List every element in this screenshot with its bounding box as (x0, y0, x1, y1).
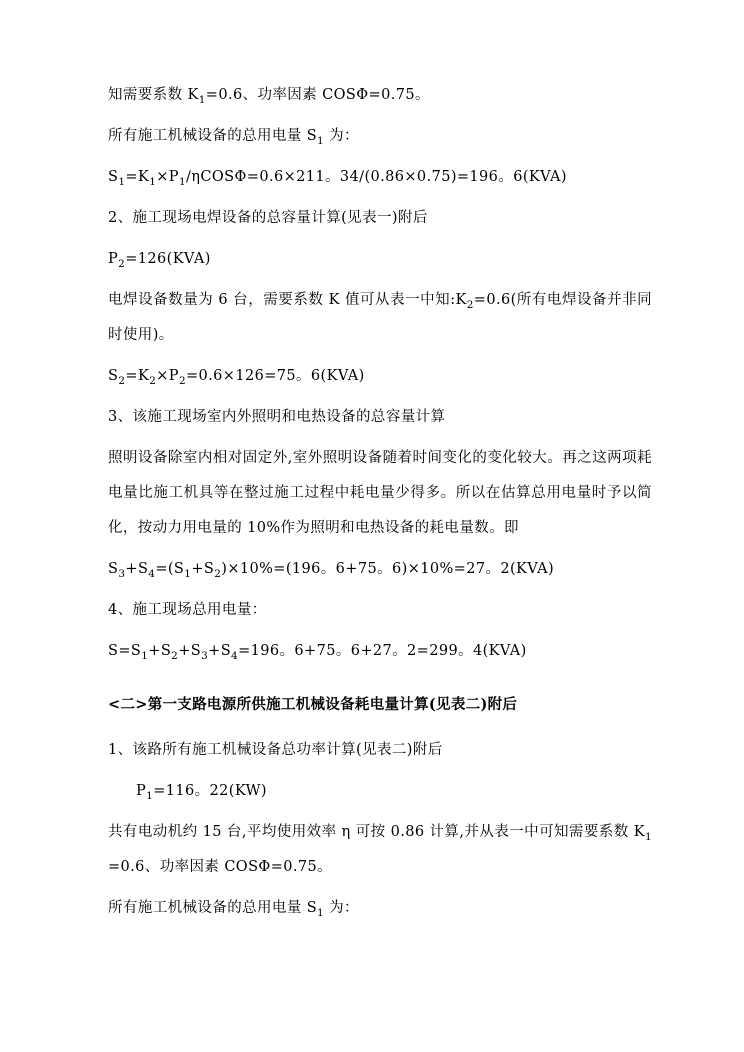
paragraph-item-3-lighting-heating: 3、该施工现场室内外照明和电热设备的总容量计算 (108, 409, 446, 425)
formula-total-s: $S=S_1+S_2+S_3+S_4=196$。6+75。6+27。2=299。4(KVA) (108, 643, 527, 662)
formula-s2: $S_2=K_2\times P_2=0.6\times 126=75$。6(KVA) (108, 368, 365, 387)
paragraph-branch-total-power-calc: 1、该路所有施工机械设备总功率计算(见表二)附后 (108, 742, 443, 758)
formula-p1-branch: $P_1=116$。22(KW) (136, 783, 267, 802)
paragraph-item-2-welding-capacity: 2、施工现场电焊设备的总容量计算(见表一)附后 (108, 210, 428, 226)
paragraph-motor-count-note: 共有电动机约 15 台,平均使用效率 η 可按 0.86 计算,并从表一中可知需要系数 $K_1=0.6$、功率因素 COSΦ=0.75。 (108, 824, 652, 875)
paragraph-coefficient-note: 知需要系数 $K_1=0.6$、功率因素 COSΦ=0.75。 (108, 87, 430, 106)
paragraph-lighting-explanation: 照明设备除室内相对固定外,室外照明设备随着时间变化的变化较大。再之这两项耗电量比施工机具等在整过施工过程中耗电量少得多。所以在估算总用电量时予以简化，按动力用电量的 10%作为照明和电热设备的耗电量数。即 (108, 450, 652, 536)
section-heading-branch-one: <二>第一支路电源所供施工机械设备耗电量计算(见表二)附后 (108, 696, 518, 713)
formula-p2: $P_2=126(KVA)$ (108, 251, 211, 270)
paragraph-spacer (108, 669, 652, 679)
paragraph-total-power-s1-intro: 所有施工机械设备的总用电量 $S_1$ 为： (108, 128, 359, 147)
formula-s3-s4: $S_3+S_4=(S_1+S_2)\times 10\%=(196$。6+75。6)×10%=27。2(KVA) (108, 561, 555, 580)
paragraph-total-power-s1-intro-2: 所有施工机械设备的总用电量 $S_1$ 为： (108, 900, 359, 919)
document-body (108, 78, 652, 926)
paragraph-welding-count-note: 电焊设备数量为 6 台，需要系数 K 值可从表一中知$:K_2=0.6$(所有电焊设备并非同时使用)。 (108, 292, 652, 343)
paragraph-item-4-total-site-power: 4、施工现场总用电量： (108, 602, 267, 618)
formula-s1: $S_1=K_1\times P_1∕\eta COS\Phi=0.6\times 211$。34∕(0.86×0.75)=196。6(KVA) (108, 169, 567, 188)
